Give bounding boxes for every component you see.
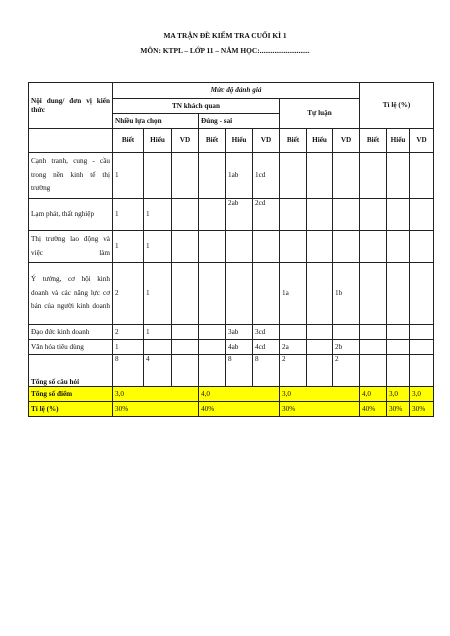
table-cell: 1: [144, 199, 172, 231]
table-row: [29, 340, 434, 355]
table-cell: [333, 153, 360, 199]
row-label: Thị trường lao động và việc làm: [29, 231, 113, 263]
row-label: Văn hóa tiêu dùng: [29, 340, 113, 355]
table-cell: [172, 263, 199, 325]
empty-cell: [29, 129, 113, 153]
table-cell: [360, 153, 387, 199]
header-hieu: Hiểu: [307, 129, 333, 153]
table-cell: 1: [113, 231, 144, 263]
table-cell: [387, 340, 410, 355]
header-true-false: Đúng - sai: [199, 114, 280, 129]
table-cell: [387, 325, 410, 340]
table-cell: 2: [113, 325, 144, 340]
table-cell: [410, 153, 434, 199]
level-header-row: [29, 129, 434, 153]
table-cell: [387, 199, 410, 231]
table-cell: [333, 199, 360, 231]
table-cell: [333, 231, 360, 263]
table-cell: [199, 340, 226, 355]
table-cell: [172, 340, 199, 355]
table-cell: [226, 231, 253, 263]
table-cell: [410, 355, 434, 387]
table-cell: 8: [113, 355, 144, 387]
table-cell: [144, 153, 172, 199]
table-cell: [280, 199, 307, 231]
table-cell: 30%: [113, 402, 199, 417]
table-cell: 1: [144, 263, 172, 325]
table-cell: [307, 199, 333, 231]
table-cell: [360, 263, 387, 325]
table-cell: 4,0: [199, 387, 280, 402]
table-cell: [307, 340, 333, 355]
table-cell: 2: [280, 355, 307, 387]
header-vd: VD: [410, 129, 434, 153]
table-cell: 2: [333, 355, 360, 387]
header-assessment-level: Mức độ đánh giá: [113, 83, 360, 99]
table-cell: 3,0: [280, 387, 360, 402]
table-cell: [172, 153, 199, 199]
table-cell: 1: [113, 340, 144, 355]
table-cell: 2ab: [226, 199, 253, 231]
header-tn-objective: TN khách quan: [113, 99, 280, 114]
table-cell: [172, 325, 199, 340]
table-cell: [410, 199, 434, 231]
table-cell: [253, 263, 280, 325]
table-cell: 40%: [199, 402, 280, 417]
table-cell: 30%: [387, 402, 410, 417]
table-cell: [280, 231, 307, 263]
header-hieu: Hiểu: [226, 129, 253, 153]
table-cell: [172, 231, 199, 263]
header-vd: VD: [333, 129, 360, 153]
table-cell: [360, 231, 387, 263]
table-cell: 3,0: [113, 387, 199, 402]
row-label: Đạo đức kinh doanh: [29, 325, 113, 340]
table-row: [29, 263, 434, 325]
table-cell: [199, 355, 226, 387]
table-cell: 1b: [333, 263, 360, 325]
header-vd: VD: [172, 129, 199, 153]
table-cell: 1ab: [226, 153, 253, 199]
header-vd: VD: [253, 129, 280, 153]
table-cell: [387, 153, 410, 199]
table-cell: [307, 153, 333, 199]
table-cell: 1a: [280, 263, 307, 325]
header-multiple-choice: Nhiều lựa chọn: [113, 114, 199, 129]
table-cell: [410, 231, 434, 263]
table-cell: [199, 153, 226, 199]
table-cell: 2b: [333, 340, 360, 355]
table-cell: [307, 263, 333, 325]
header-content: Nội dung/ đơn vị kiến thức: [29, 83, 113, 129]
table-cell: [307, 355, 333, 387]
header-hieu: Hiểu: [144, 129, 172, 153]
table-cell: 40%: [360, 402, 387, 417]
table-row: [29, 231, 434, 263]
table-cell: [280, 153, 307, 199]
row-label: Cạnh tranh, cung - cầu trong nền kinh tế thị trường: [29, 153, 113, 199]
header-biet: Biết: [199, 129, 226, 153]
header-ratio: Tỉ lệ (%): [360, 83, 434, 129]
table-cell: [280, 325, 307, 340]
table-cell: [199, 263, 226, 325]
table-cell: 3,0: [410, 387, 434, 402]
table-cell: [333, 325, 360, 340]
table-row: [29, 325, 434, 340]
row-label: Tỉ lệ (%): [29, 402, 113, 417]
table-cell: [199, 199, 226, 231]
header-biet: Biết: [360, 129, 387, 153]
table-cell: 2: [113, 263, 144, 325]
table-cell: [226, 263, 253, 325]
table-cell: [172, 355, 199, 387]
table-cell: [199, 231, 226, 263]
table-cell: 3cd: [253, 325, 280, 340]
table-cell: [387, 355, 410, 387]
header-hieu: Hiểu: [387, 129, 410, 153]
table-cell: [360, 199, 387, 231]
table-cell: 4ab: [226, 340, 253, 355]
table-cell: [144, 340, 172, 355]
table-cell: [360, 325, 387, 340]
table-cell: [199, 325, 226, 340]
document-subtitle: MÔN: KTPL – LỚP 11 – NĂM HỌC:...........................: [140, 46, 310, 55]
row-label: Lạm phát, thất nghiệp: [29, 199, 113, 231]
assessment-matrix-table: [28, 82, 434, 417]
table-cell: [387, 231, 410, 263]
table-row: [29, 153, 434, 199]
table-cell: 4cd: [253, 340, 280, 355]
table-cell: [172, 199, 199, 231]
table-cell: 1: [144, 231, 172, 263]
header-biet: Biết: [113, 129, 144, 153]
header-biet: Biết: [280, 129, 307, 153]
table-cell: 2cd: [253, 199, 280, 231]
row-label: Ý tưởng, cơ hội kinh doanh và các năng lực cơ bản của người kinh doanh: [29, 263, 113, 325]
table-cell: 1: [113, 153, 144, 199]
table-cell: [410, 325, 434, 340]
table-cell: 2a: [280, 340, 307, 355]
table-cell: 4,0: [360, 387, 387, 402]
table-cell: 1: [144, 325, 172, 340]
table-cell: 8: [226, 355, 253, 387]
table-cell: 4: [144, 355, 172, 387]
ratio-row: [29, 402, 434, 417]
table-cell: 1: [113, 199, 144, 231]
table-cell: 8: [253, 355, 280, 387]
table-cell: [360, 340, 387, 355]
table-cell: [410, 263, 434, 325]
table-cell: 30%: [410, 402, 434, 417]
table-row: [29, 199, 434, 231]
row-label: Tổng số điểm: [29, 387, 113, 402]
table-cell: [307, 325, 333, 340]
document-title: MA TRẬN ĐỀ KIỂM TRA CUỐI KÌ 1: [163, 31, 287, 40]
table-cell: [307, 231, 333, 263]
table-cell: 1cd: [253, 153, 280, 199]
table-cell: [253, 231, 280, 263]
row-label: Tổng số câu hỏi: [29, 355, 113, 387]
table-cell: [360, 355, 387, 387]
table-cell: 3ab: [226, 325, 253, 340]
table-cell: 3,0: [387, 387, 410, 402]
table-cell: [410, 340, 434, 355]
table-cell: [387, 263, 410, 325]
table-cell: 30%: [280, 402, 360, 417]
total-points-row: [29, 387, 434, 402]
header-essay: Tự luận: [280, 99, 360, 129]
total-questions-row: [29, 355, 434, 387]
